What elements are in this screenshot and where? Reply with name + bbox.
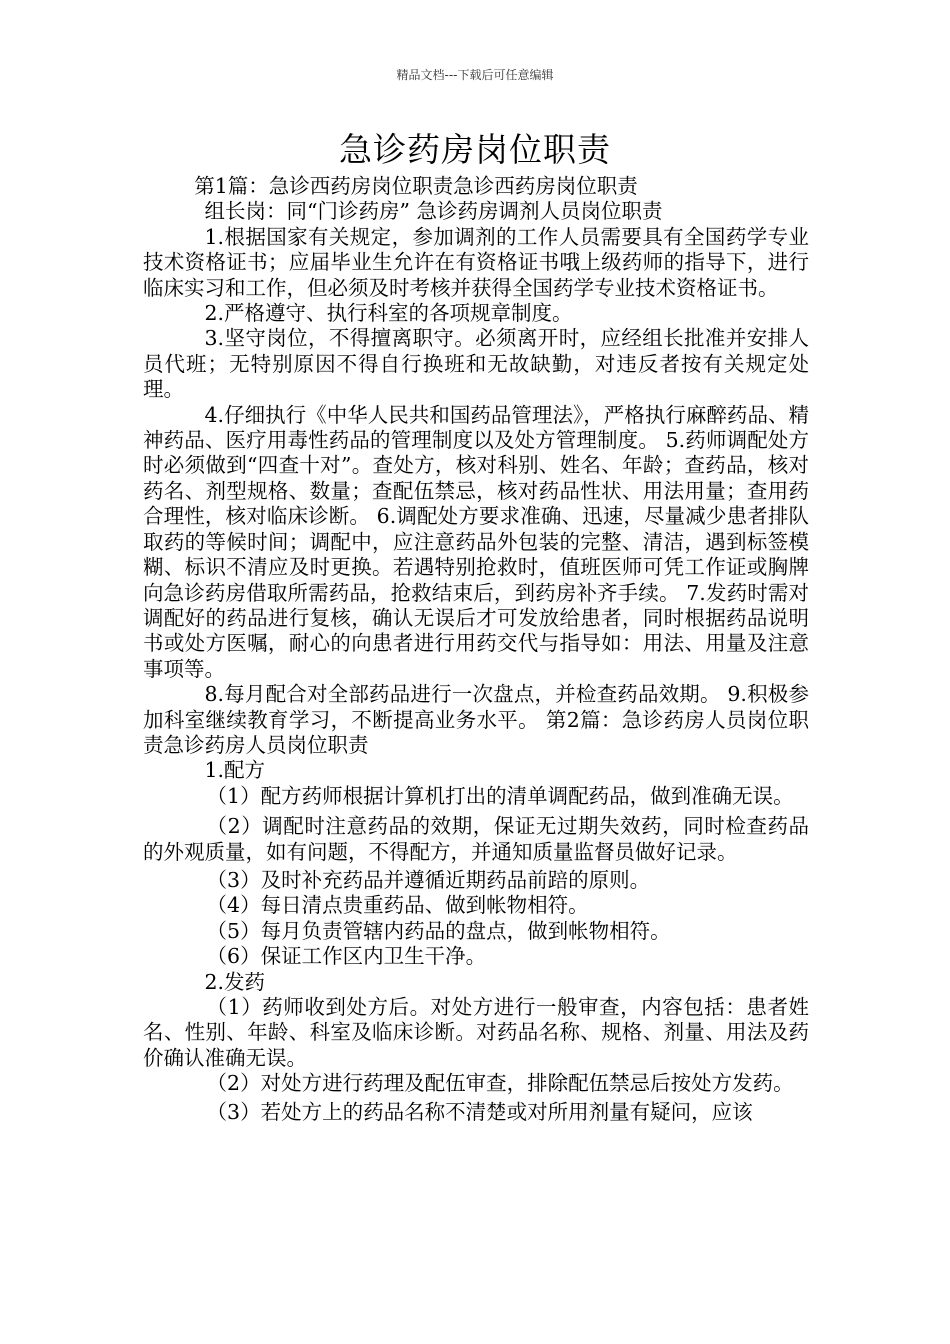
paragraph: 8.每月配合对全部药品进行一次盘点，并检查药品效期。 9.积极参加科室继续教育学习，不断提高业务水平。 第2篇：急诊药房人员岗位职责急诊药房人员岗位职责 (143, 682, 809, 757)
paragraph: （3）及时补充药品并遵循近期药品前踣的原则。 (206, 867, 651, 892)
paragraph: （1）药师收到处方后。对处方进行一般审查，内容包括：患者姓名、性别、年龄、科室及临床诊断。对药品名称、规格、剂量、用法及药价确认准确无误。 (143, 995, 809, 1070)
paragraph: （1）配方药师根据计算机打出的清单调配药品，做到准确无误。 (206, 783, 794, 808)
paragraph: （6）保证工作区内卫生干净。 (206, 944, 487, 969)
paragraph: 4.仔细执行《中华人民共和国药品管理法》，严格执行麻醉药品、精神药品、医疗用毒性药品的管理制度以及处方管理制度。 5.药师调配处方时必须做到“四查十对”。查处方，核对科别、姓名、年龄；查药品，核对药名、剂型规格、数量；查配伍禁忌，核对药品性状、用法用量；查用药合理性，核对临床诊断。 6.调配处方要求准确、迅速，尽量减少患者排队取药的等候时间；调配中，应注意药品外包装的完整、清洁，遇到标签模糊、标识不清应及时更换。若遇特别抢救时，值班医师可凭工作证或胸牌向急诊药房借取所需药品，抢救结束后，到药房补齐手续。 7.发药时需对调配好的药品进行复核，确认无误后才可发放给患者，同时根据药品说明书或处方医嘱，耐心的向患者进行用药交代与指导如：用法、用量及注意事项等。 (143, 402, 809, 681)
paragraph: （4）每日清点贵重药品、做到帐物相符。 (206, 893, 589, 918)
paragraph: （2）调配时注意药品的效期，保证无过期失效药，同时检查药品的外观质量，如有问题，不得配方，并通知质量监督员做好记录。 (143, 814, 809, 864)
paragraph: 1.根据国家有关规定，参加调剂的工作人员需要具有全国药学专业技术资格证书；应届毕业生允许在有资格证书哦上级药师的指导下，进行临床实习和工作，但必须及时考核并获得全国药学专业技术资格证书。 (143, 224, 809, 300)
paragraph: 组长岗：同“门诊药房” 急诊药房调剂人员岗位职责 (204, 199, 663, 224)
paragraph: 第1篇：急诊西药房岗位职责急诊西药房岗位职责 (194, 174, 638, 198)
paragraph: （2）对处方进行药理及配伍审查，排除配伍禁忌后按处方发药。 (206, 1071, 794, 1096)
document-body (143, 174, 809, 1125)
document-title: 急诊药房岗位职责 (339, 130, 611, 169)
section-heading: 1.配方 (204, 758, 266, 783)
paragraph: 2.严格遵守、执行科室的各项规章制度。 (204, 301, 573, 326)
paragraph: 3.坚守岗位，不得擅离职守。必须离开时，应经组长批准并安排人员代班；无特别原因不得自行换班和无故缺勤，对违反者按有关规定处理。 (143, 326, 809, 402)
section-heading: 2.发药 (204, 969, 266, 994)
paragraph: （3）若处方上的药品名称不清楚或对所用剂量有疑问，应该 (206, 1099, 753, 1124)
paragraph: （5）每月负责管辖内药品的盘点，做到帐物相符。 (206, 918, 671, 943)
page-header-note: 精品文档---下载后可任意编辑 (396, 68, 554, 82)
